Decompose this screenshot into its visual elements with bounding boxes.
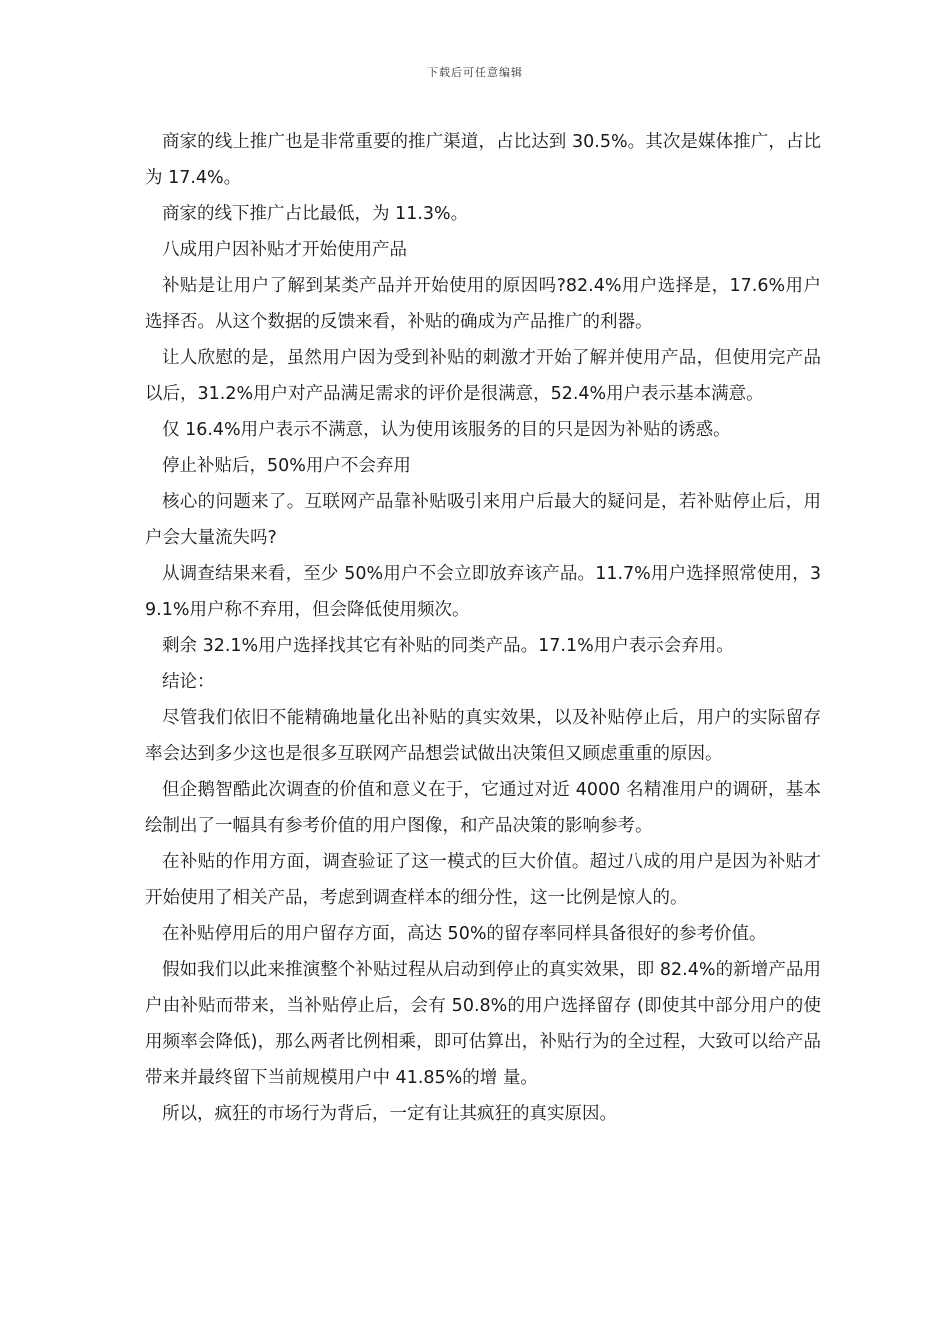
paragraph-retention: 在补贴停用后的用户留存方面，高达 50%的留存率同样具备很好的参考价值。 bbox=[162, 924, 767, 944]
section-heading-after-subsidy: 停止补贴后，50%用户不会弃用 bbox=[162, 456, 411, 476]
paragraph-online-promotion: 商家的线上推广也是非常重要的推广渠道，占比达到 30.5%。其次是媒体推广，占比为 17.4%。 bbox=[145, 132, 821, 188]
section-heading-subsidy-start: 八成用户因补贴才开始使用产品 bbox=[162, 240, 407, 260]
page-header-note: 下载后可任意编辑 bbox=[427, 66, 523, 79]
paragraph-remaining-users: 剩余 32.1%用户选择找其它有补贴的同类产品。17.1%用户表示会弃用。 bbox=[162, 636, 734, 656]
paragraph-offline-promotion: 商家的线下推广占比最低，为 11.3%。 bbox=[162, 204, 469, 224]
section-heading-conclusion: 结论： bbox=[162, 672, 215, 692]
paragraph-conclusion-uncertainty: 尽管我们依旧不能精确地量化出补贴的真实效果，以及补贴停止后，用户的实际留存率会达到多少这也是很多互联网产品想尝试做出决策但又顾虑重重的原因。 bbox=[145, 708, 821, 764]
paragraph-closing: 所以，疯狂的市场行为背后，一定有让其疯狂的真实原因。 bbox=[162, 1104, 617, 1124]
paragraph-estimation: 假如我们以此来推演整个补贴过程从启动到停止的真实效果，即 82.4%的新增产品用户由补贴而带来，当补贴停止后，会有 50.8%的用户选择留存 (即使其中部分用户的使用频率会降低)，那么两者比例相乘，即可估算出，补贴行为的全过程，大致可以给产品带来并最终留下当前规模用户中 41.85%的增 量。 bbox=[145, 960, 821, 1088]
paragraph-dissatisfied: 仅 16.4%用户表示不满意，认为使用该服务的目的只是因为补贴的诱惑。 bbox=[162, 420, 731, 440]
paragraph-survey-result: 从调查结果来看，至少 50%用户不会立即放弃该产品。11.7%用户选择照常使用，39.1%用户称不弃用，但会降低使用频次。 bbox=[145, 564, 821, 620]
paragraph-satisfaction: 让人欣慰的是，虽然用户因为受到补贴的刺激才开始了解并使用产品，但使用完产品以后，31.2%用户对产品满足需求的评价是很满意，52.4%用户表示基本满意。 bbox=[145, 348, 821, 404]
paragraph-survey-value: 但企鹅智酷此次调查的价值和意义在于，它通过对近 4000 名精准用户的调研，基本绘制出了一幅具有参考价值的用户图像，和产品决策的影响参考。 bbox=[145, 780, 821, 836]
document-body bbox=[145, 124, 821, 1132]
paragraph-subsidy-reason: 补贴是让用户了解到某类产品并开始使用的原因吗?82.4%用户选择是，17.6%用户选择否。从这个数据的反馈来看，补贴的确成为产品推广的利器。 bbox=[145, 276, 821, 332]
paragraph-core-question: 核心的问题来了。互联网产品靠补贴吸引来用户后最大的疑问是，若补贴停止后，用户会大量流失吗? bbox=[145, 492, 821, 548]
paragraph-subsidy-effect: 在补贴的作用方面，调查验证了这一模式的巨大价值。超过八成的用户是因为补贴才开始使用了相关产品，考虑到调查样本的细分性，这一比例是惊人的。 bbox=[145, 852, 821, 908]
